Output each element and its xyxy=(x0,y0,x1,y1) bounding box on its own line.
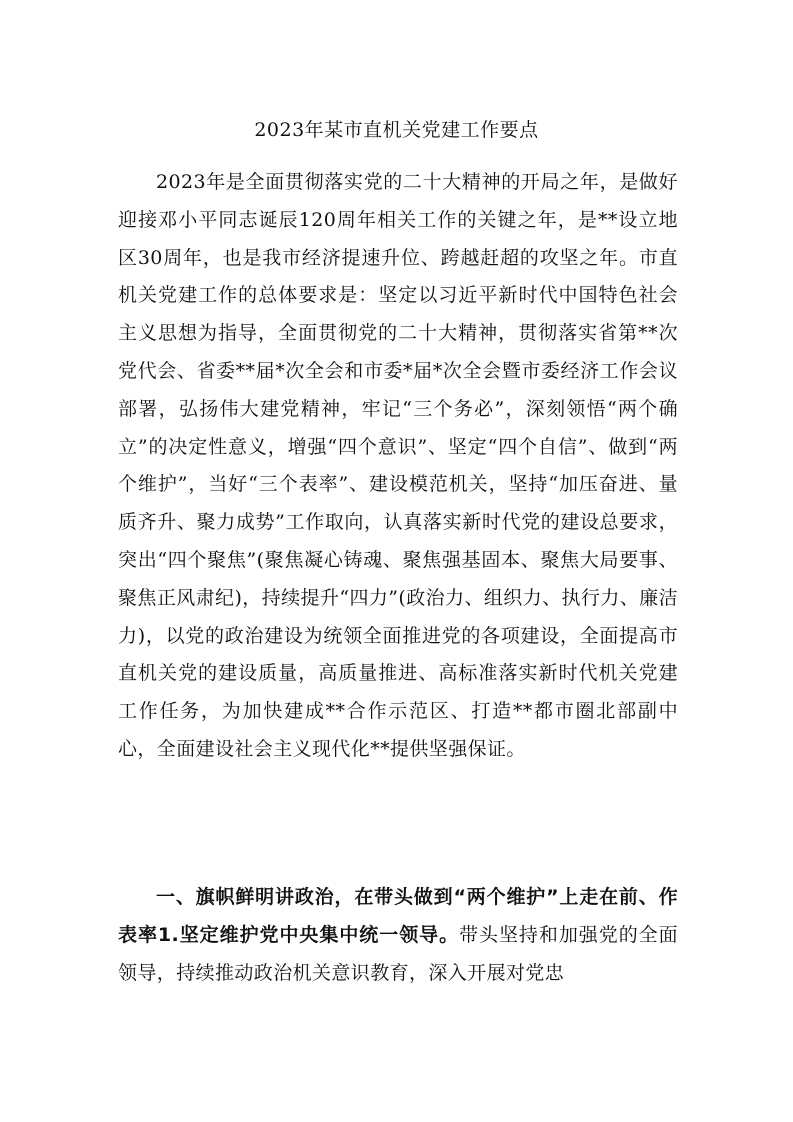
section-1-paragraph xyxy=(118,879,678,992)
section-1-subheading: 1.坚定维护党中央集中统一领导。 xyxy=(157,923,460,946)
intro-paragraph: 2023年是全面贯彻落实党的二十大精神的开局之年，是做好迎接邓小平同志诞辰120周年相关工作的关键之年，是**设立地区30周年，也是我市经济提速升位、跨越赶超的攻坚之年。市直机关党建工作的总体要求是：坚定以习近平新时代中国特色社会主义思想为指导，全面贯彻党的二十大精神，贯彻落实省第**次党代会、省委**届*次全会和市委*届*次全会暨市委经济工作会议部署，弘扬伟大建党精神，牢记“三个务必”，深刻领悟“两个确立”的决定性意义，增强“四个意识”、坚定“四个自信”、做到“两个维护”，当好“三个表率”、建设模范机关，坚持“加压奋进、量质齐升、聚力成势”工作取向，认真落实新时代党的建设总要求，突出“四个聚焦”(聚焦凝心铸魂、聚焦强基固本、聚焦大局要事、聚焦正风肃纪)，持续提升“四力”(政治力、组织力、执行力、廉洁力)，以党的政治建设为统领全面推进党的各项建设，全面提高市直机关党的建设质量，高质量推进、高标准落实新时代机关党建工作任务，为加快建成**合作示范区、打造**都市圈北部副中心，全面建设社会主义现代化**提供坚强保证。 xyxy=(118,171,678,760)
section-1-text: 带头坚持和加强党的全面领导，持续推动政治机关意识教育，深入开展对党忠 xyxy=(118,923,678,984)
section-1-heading: 一、旗帜鲜明讲政治，在带头做到“两个维护”上走在前、作表率 xyxy=(118,886,678,946)
document-title: 2023年某市直机关党建工作要点 xyxy=(254,119,539,141)
